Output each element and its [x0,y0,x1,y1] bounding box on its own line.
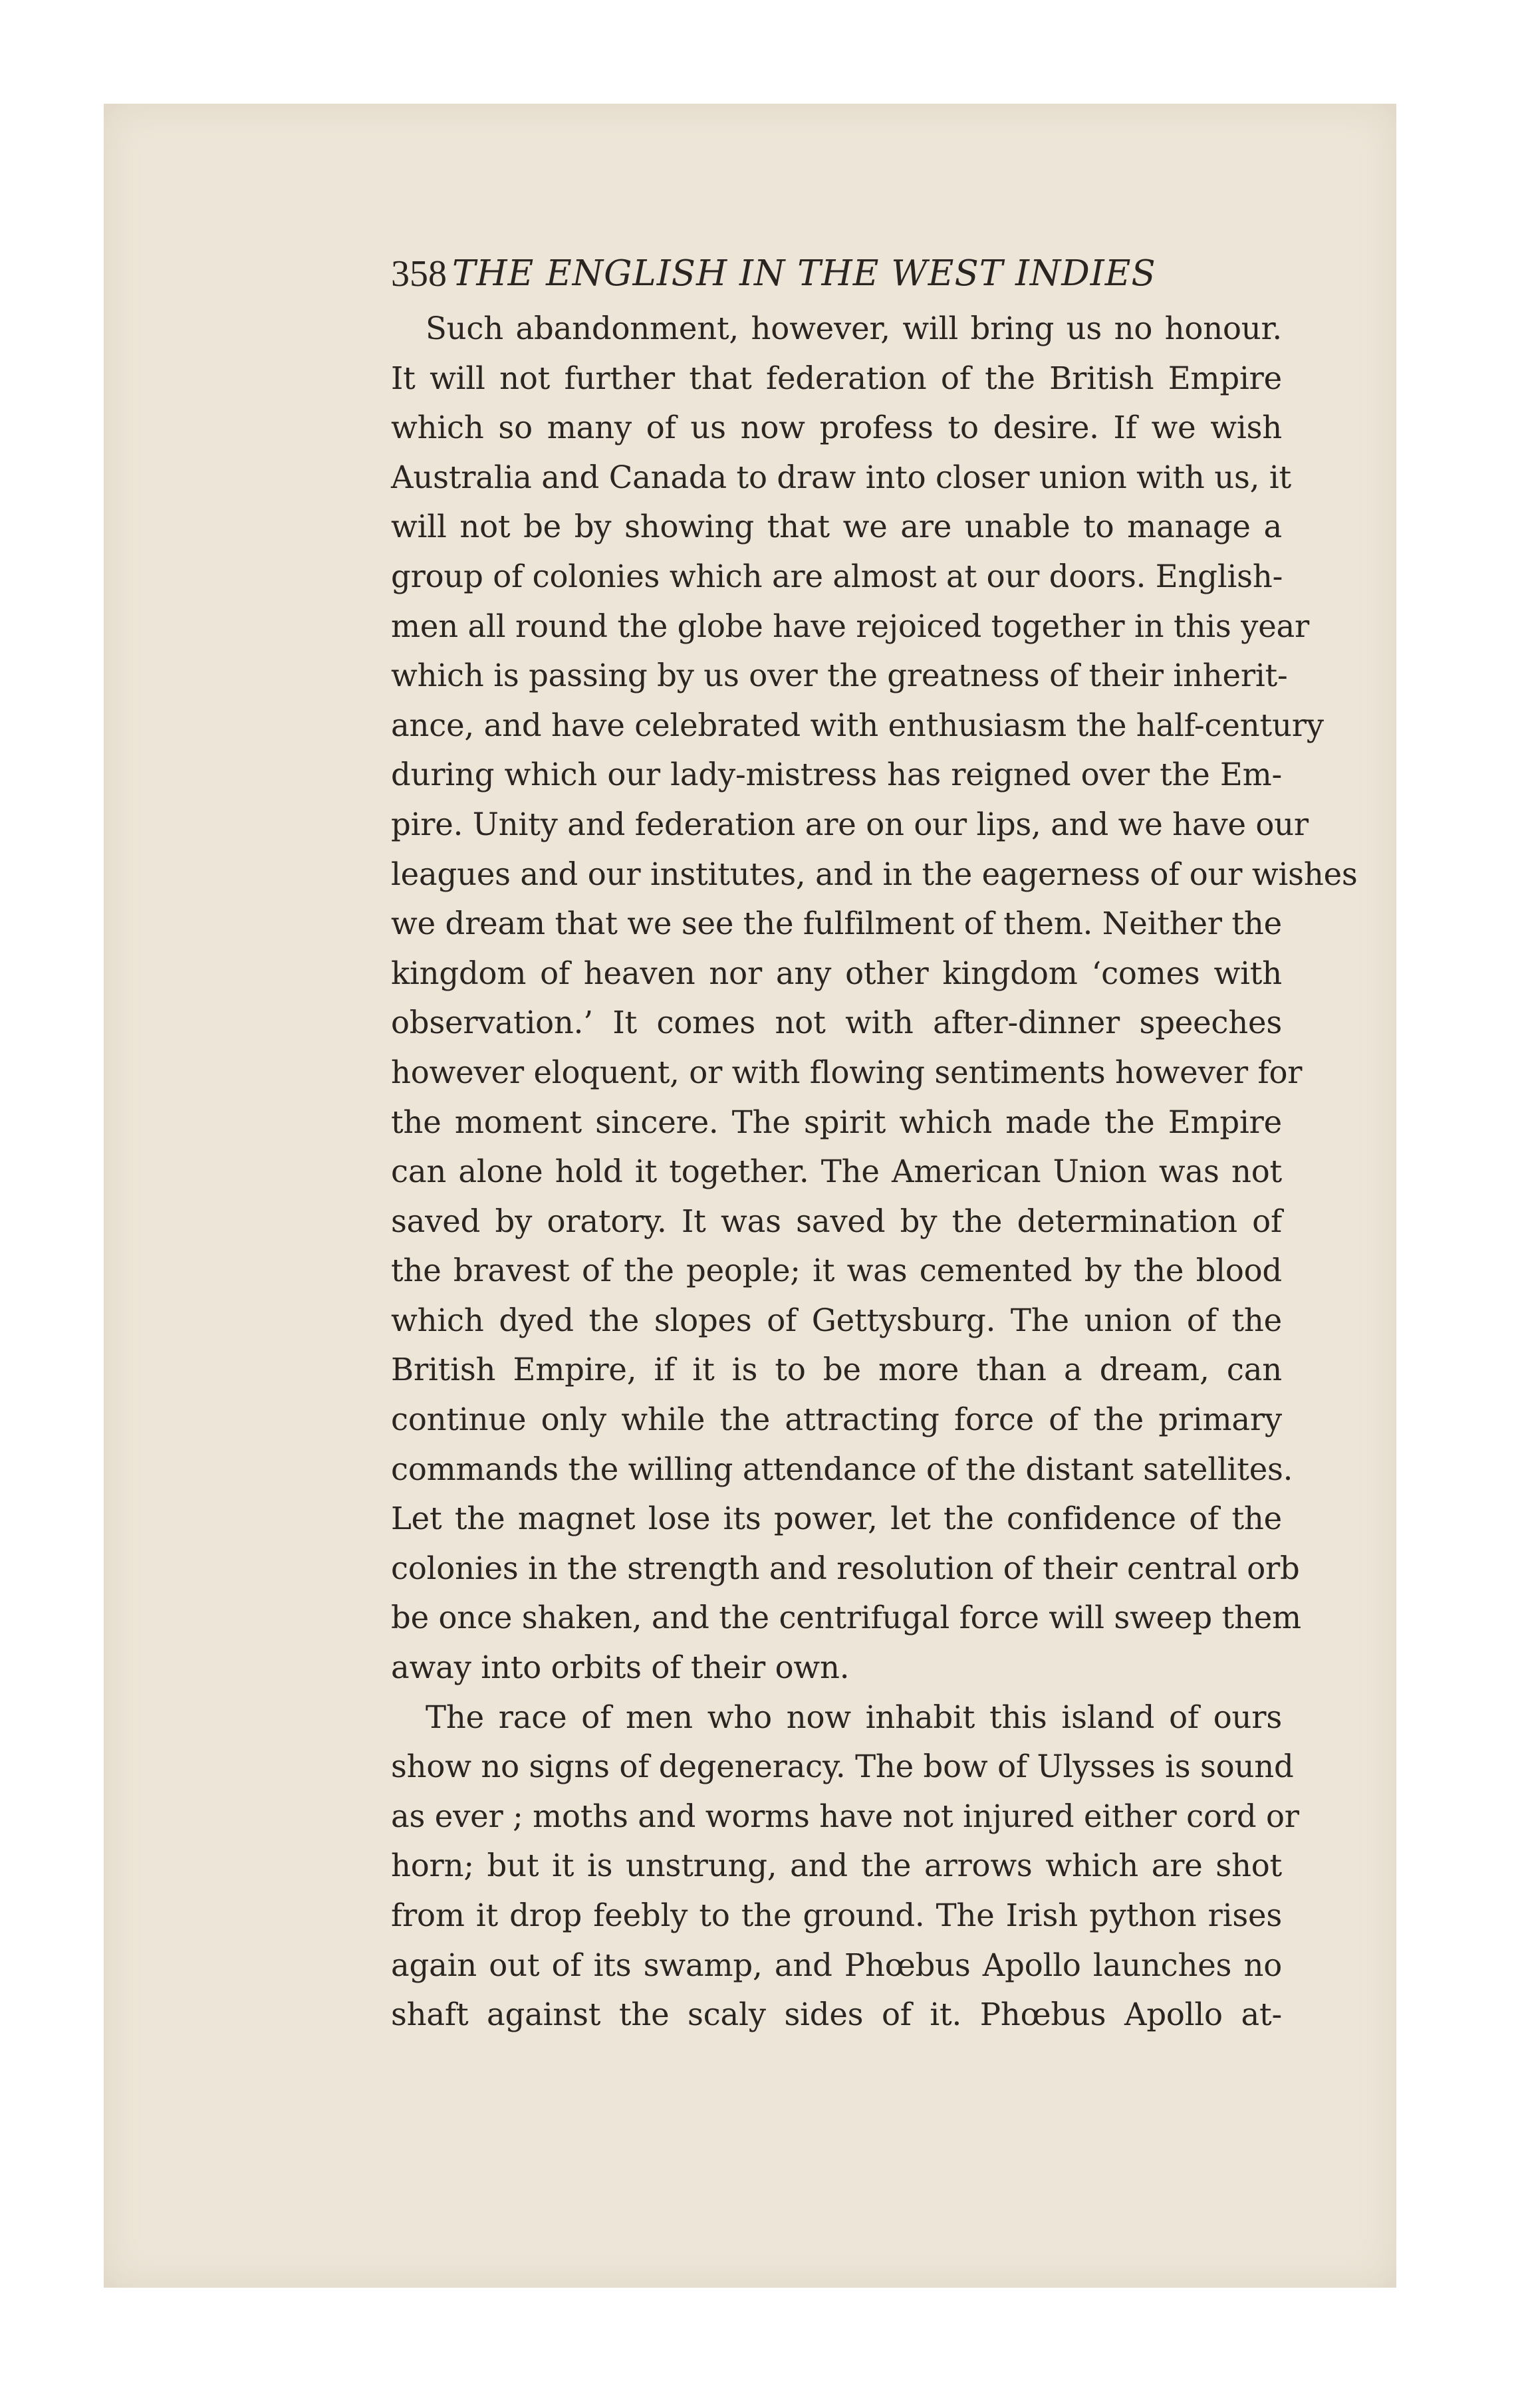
text-line: saved by oratory. It was saved by the determination of [391,1203,1282,1239]
paragraph-1 [391,304,1358,1693]
text-line: away into orbits of their own. [391,1649,850,1686]
text-line: The race of men who now inhabit this island of ours [426,1699,1282,1735]
text-line: Such abandonment, however, will bring us no honour. [426,310,1282,346]
running-title: THE ENGLISH IN THE WEST INDIES [452,253,1156,294]
text-line: will not be by showing that we are unable to manage a [391,509,1282,545]
text-line: It will not further that federation of the British Empire [391,360,1282,396]
text-line: British Empire, if it is to be more than a dream, can [391,1352,1282,1388]
paragraph-2 [391,1693,1299,2040]
text-line: commands the willing attendance of the distant satellites. [391,1451,1293,1487]
text-line: can alone hold it together. The American Union was not [391,1153,1282,1190]
text-line: colonies in the strength and resolution of their central orb [391,1550,1300,1586]
text-line: again out of its swamp, and Phœbus Apollo launches no [391,1947,1282,1983]
text-line: horn; but it is unstrung, and the arrows which are shot [391,1848,1282,1884]
body-text [391,304,1358,2040]
text-line: ance, and have celebrated with enthusiasm the half-century [391,707,1324,743]
text-line: which dyed the slopes of Gettysburg. The union of the [391,1302,1282,1338]
text-line: from it drop feebly to the ground. The Irish python rises [391,1897,1282,1933]
text-line: as ever ; moths and worms have not injured either cord or [391,1798,1299,1834]
text-line: however eloquent, or with flowing sentiments however for [391,1054,1303,1090]
book-page [391,244,1358,2040]
text-line: which so many of us now profess to desire. If we wish [391,410,1282,446]
text-line: be once shaken, and the centrifugal force will sweep them [391,1600,1301,1636]
text-line: men all round the globe have rejoiced together in this year [391,608,1310,644]
text-line: kingdom of heaven nor any other kingdom ‘comes with [391,955,1282,991]
text-line: observation.’ It comes not with after-dinner speeches [391,1005,1282,1041]
page-header [391,244,1282,304]
text-line: group of colonies which are almost at our doors. English- [391,558,1283,594]
text-line: leagues and our institutes, and in the eagerness of our wishes [391,856,1358,892]
page-number: 358 [391,253,447,295]
text-line: continue only while the attracting force of the primary [391,1401,1282,1438]
text-line: we dream that we see the fulfilment of them. Neither the [391,905,1282,942]
text-line: the bravest of the people; it was cemented by the blood [391,1253,1282,1289]
text-line: Let the magnet lose its power, let the confidence of the [391,1501,1282,1537]
text-line: Australia and Canada to draw into closer union with us, it [391,459,1291,495]
text-line: during which our lady-mistress has reigned over the Em- [391,757,1282,793]
text-line: pire. Unity and federation are on our lips, and we have our [391,806,1309,842]
text-line: shaft against the scaly sides of it. Phœbus Apollo at- [391,1996,1282,2033]
text-line: which is passing by us over the greatness of their inherit- [391,658,1288,694]
text-line: show no signs of degeneracy. The bow of Ulysses is sound [391,1748,1294,1785]
text-line: the moment sincere. The spirit which made the Empire [391,1104,1282,1140]
